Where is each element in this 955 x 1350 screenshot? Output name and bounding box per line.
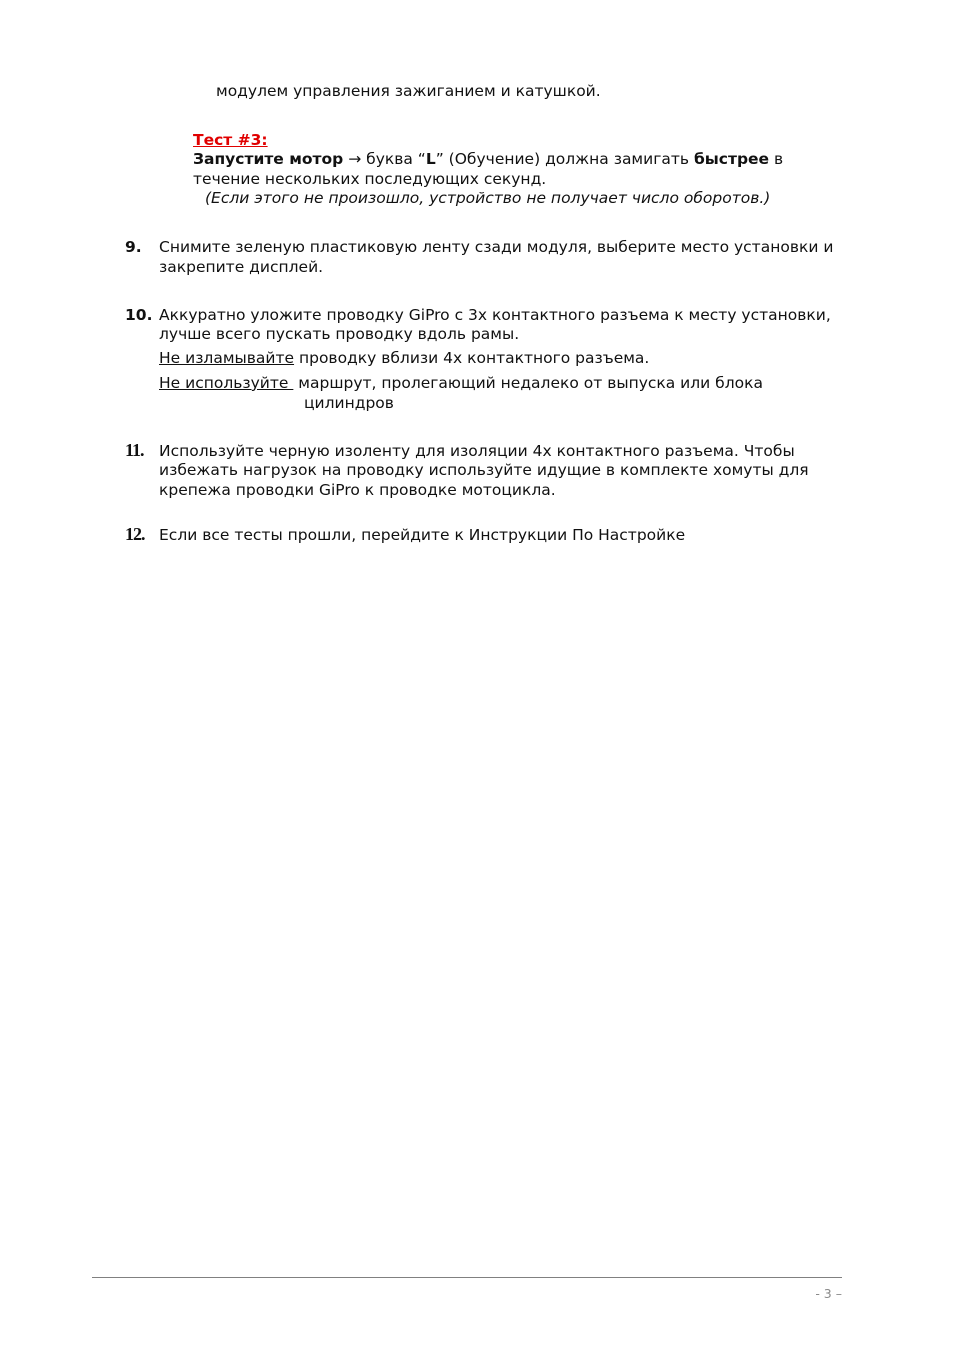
test3-line1	[193, 150, 783, 169]
warn1-underlined: Не изламывайте	[159, 349, 295, 367]
step-10-line1: Аккуратно уложите проводку GiPro с 3х контактного разъема к месту установки,	[159, 306, 831, 324]
step-11-number: 11.	[125, 440, 144, 460]
test3-text1: буква “	[361, 150, 426, 168]
step-10-warning-1	[159, 349, 649, 368]
test3-fast: быстрее	[693, 150, 770, 168]
warn2-rest: маршрут, пролегающий недалеко от выпуска или блока	[293, 374, 763, 392]
step-10-line2: лучше всего пускать проводку вдоль рамы.	[159, 325, 520, 343]
step-9-line2: закрепите дисплей.	[159, 258, 324, 276]
step-10-warning-2-line2: цилиндров	[304, 394, 394, 412]
warn1-rest: проводку вблизи 4х контактного разъема.	[294, 349, 650, 367]
warn2-underlined: Не используйте	[159, 374, 294, 392]
test3-letter: L	[425, 150, 436, 168]
step-11-line2: избежать нагрузок на проводку используйте идущие в комплекте хомуты для	[159, 461, 809, 479]
test3-action: Запустите мотор	[193, 150, 344, 168]
step-9-number: 9.	[125, 238, 142, 256]
footer-rule	[92, 1277, 842, 1278]
test3-text2: ” (Обучение) должна замигать	[435, 150, 694, 168]
arrow-icon: →	[348, 150, 362, 168]
step-10-warning-2	[159, 374, 763, 393]
test3-line2: течение нескольких последующих секунд.	[193, 170, 547, 188]
step-12-line1: Если все тесты прошли, перейдите к Инструкции По Настройке	[159, 526, 686, 544]
step-11-line1: Используйте черную изоленту для изоляции 4х контактного разъема. Чтобы	[159, 442, 795, 460]
page-number: - 3 –	[815, 1286, 842, 1301]
intro-line: модулем управления зажиганием и катушкой.	[216, 82, 601, 100]
test3-note: (Если этого не произошло, устройство не получает число оборотов.)	[205, 189, 771, 207]
test3-heading: Тест #3:	[193, 131, 268, 149]
step-10-number: 10.	[125, 306, 153, 324]
step-12-number: 12.	[125, 524, 145, 544]
step-9-line1: Снимите зеленую пластиковую ленту сзади модуля, выберите место установки и	[159, 238, 834, 256]
test3-text3: в	[769, 150, 784, 168]
step-11-line3: крепежа проводки GiPro к проводке мотоцикла.	[159, 481, 556, 499]
